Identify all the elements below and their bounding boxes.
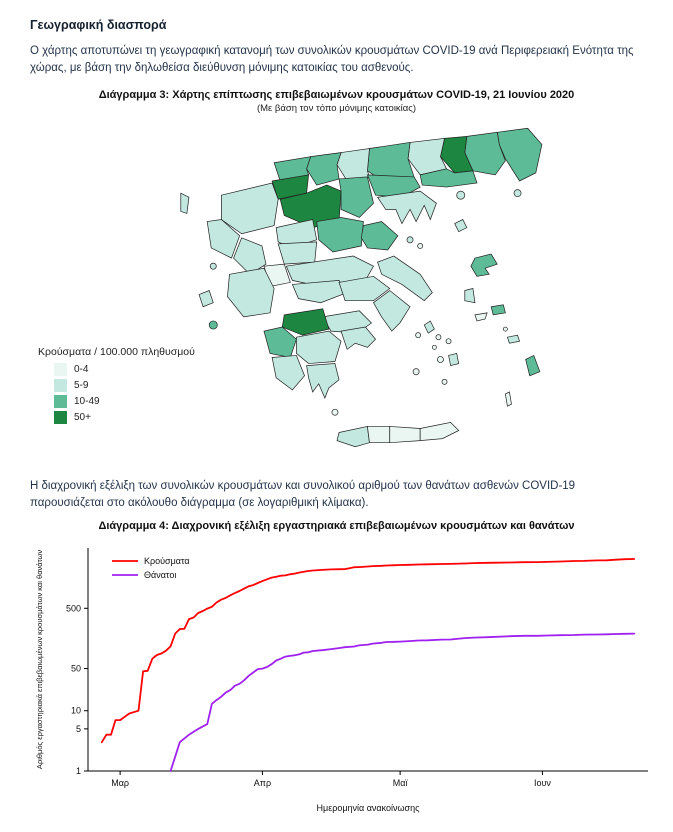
map-region [470,254,496,276]
map-figure-subtitle: (Με βάση τον τόπο μόνιμης κατοικίας) [256,103,417,115]
x-tick-label: Απρ [253,777,272,788]
map-region [221,183,278,234]
section-heading: Γεωγραφική διασπορά [30,18,167,32]
map-region [474,313,486,321]
map-region [464,289,474,303]
map-region [417,244,422,249]
map-region [513,190,520,197]
map-region [525,356,539,376]
map-region [456,191,464,199]
map-region [415,333,420,338]
line-chart-figure [30,520,643,817]
legend-swatch [54,411,67,424]
map-region [503,327,507,331]
map-region [316,218,363,252]
map-region [210,263,216,269]
map-region [406,237,412,243]
legend-item [54,395,195,408]
map-region [292,281,347,303]
map-region [424,321,434,333]
greece-map-figure [30,116,643,466]
series-line-0 [102,559,634,742]
map-region [408,139,447,176]
map-region [282,309,329,335]
map-region [413,369,419,375]
map-figure-title: Διάγραμμα 3: Χάρτης επίπτωσης επιβεβαιωμένων κρουσμάτων COVID-19, 21 Ιουνίου 2020 [98,89,575,102]
legend-swatch [54,395,67,408]
map-region [377,191,436,223]
map-region [361,222,398,250]
y-axis-label: Αριθμός εργαστηριακά επιβεβαιωμένων κρουσμάτων και θανάτων [35,549,44,769]
map-region [497,129,542,182]
map-region [331,410,337,416]
map-region [339,177,373,218]
y-tick-label: 1 [75,765,81,776]
map-region [278,242,317,264]
legend-swatch [54,363,67,376]
map-region [505,392,511,406]
map-region [437,357,443,363]
map-region [507,336,519,344]
map-region [180,194,188,214]
map-region [337,149,369,181]
legend-label: 10-49 [74,396,100,408]
map-region [432,346,436,350]
map-region [209,321,217,329]
map-region [341,327,375,349]
intro-paragraph: Ο χάρτης αποτυπώνει τη γεωγραφική κατανομή των συνολικών κρουσμάτων COVID-19 ανά Περιφερειακή Ενότητα της χώρας, με βάση την δηλωθείσα διεύθυνση μόνιμης κατοικίας του ασθενούς. [30,45,634,74]
y-tick-label: 5 [75,723,81,734]
x-tick-label: Μαϊ [392,777,408,788]
y-tick-label: 500 [65,602,81,613]
map-legend-title: Κρούσματα / 100.000 πληθυσμού [38,346,195,359]
legend-label: 0-4 [74,364,89,376]
legend-label: 50+ [74,412,91,424]
map-region [306,364,338,398]
map-region [491,305,505,315]
x-axis-label: Ημερομηνία ανακοίνωσης [316,802,420,813]
map-region [263,327,295,357]
map-legend [38,346,195,427]
map-region [420,423,459,441]
map-region [435,335,440,340]
timeline-paragraph: Η διαχρονική εξέλιξη των συνολικών κρουσμάτων και συνολικού αριθμού των θανάτων ασθενών COVID-19 παρουσιάζεται στο ακόλουθο διάγραμμα (σε λογαριθμική κλίμακα). [30,480,576,510]
map-region [306,153,340,185]
map-region [296,331,341,363]
y-tick-label: 50 [70,663,81,674]
legend-item [54,379,195,392]
legend-item [54,363,195,376]
map-region [446,339,451,344]
y-tick-label: 10 [70,705,81,716]
map-region [454,220,466,232]
series-line-1 [171,633,635,770]
map-region [227,269,274,318]
line-chart [30,532,670,817]
map-region [448,354,458,366]
legend-label-0: Κρούσματα [144,555,190,566]
legend-item [54,411,195,424]
map-region [389,427,419,443]
map-region [441,380,446,385]
x-tick-label: Μαρ [111,777,130,788]
legend-label-1: Θάνατοι [144,569,177,580]
map-region [199,291,213,307]
legend-swatch [54,379,67,392]
line-chart-title: Διάγραμμα 4: Διαχρονική εξέλιξη εργαστηριακά επιβεβαιωμένων κρουσμάτων και θανάτων [98,519,575,532]
legend-label: 5-9 [74,380,89,392]
x-tick-label: Ιουν [533,777,551,788]
map-region [367,427,389,443]
map-region [337,427,369,447]
map-region [272,356,304,390]
